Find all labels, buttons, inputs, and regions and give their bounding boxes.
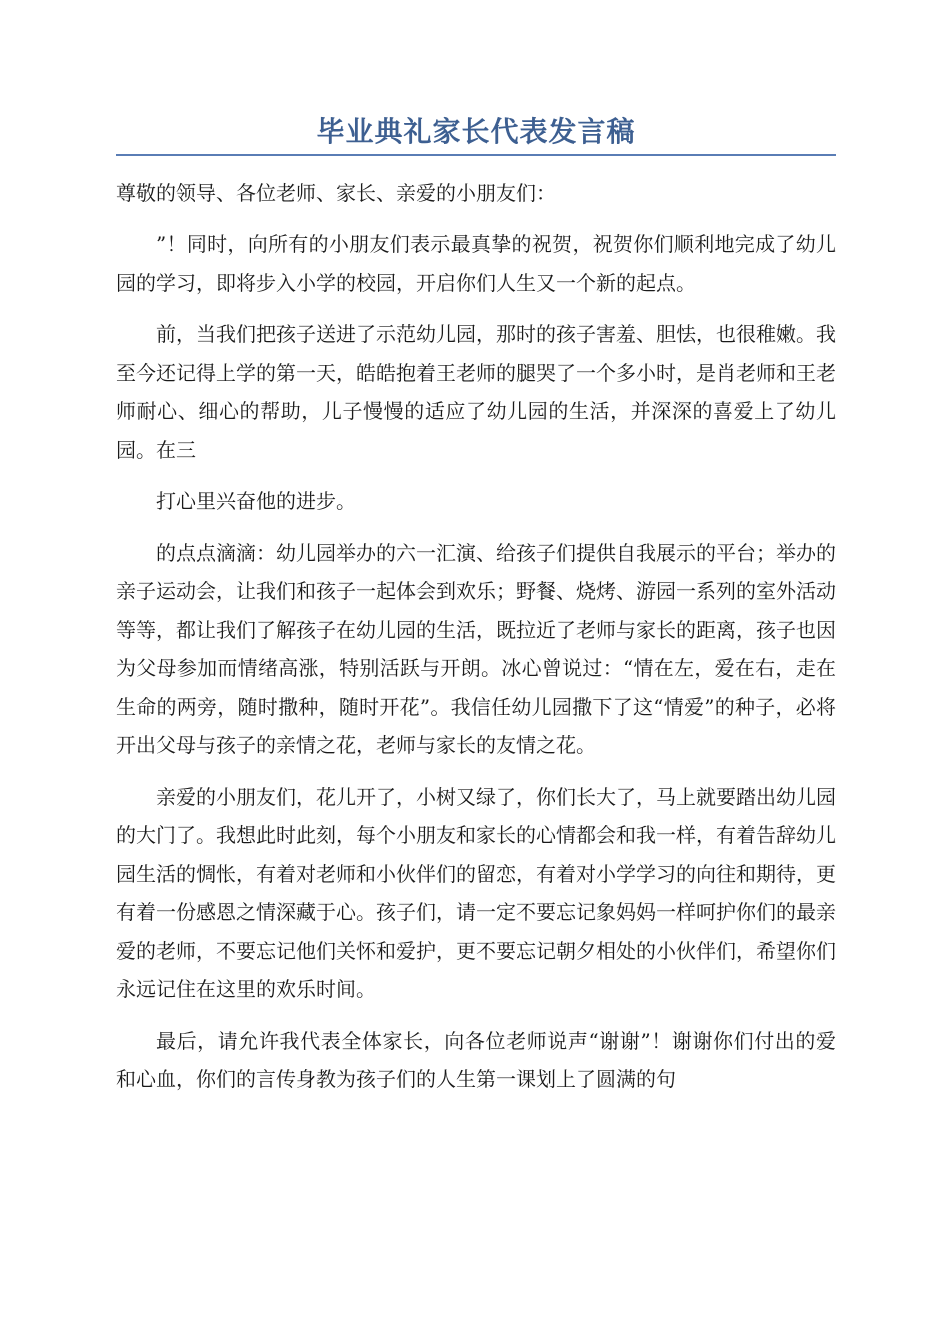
paragraph-5: 亲爱的小朋友们，花儿开了，小树又绿了，你们长大了，马上就要踏出幼儿园的大门了。我想此时此刻，每个小朋友和家长的心情都会和我一样，有着告辞幼儿园生活的惆怅，有着对老师和小伙伴们的留恋，有着对小学学习的向往和期待，更有着一份感恩之情深藏于心。孩子们，请一定不要忘记象妈妈一样呵护你们的最亲爱的老师，不要忘记他们关怀和爱护，更不要忘记朝夕相处的小伙伴们，希望你们永远记住在这里的欢乐时间。: [116, 784, 836, 1001]
paragraph-2: 前，当我们把孩子送进了示范幼儿园，那时的孩子害羞、胆怯，也很稚嫩。我至今还记得上学的第一天，皓皓抱着王老师的腿哭了一个多小时，是肖老师和王老师耐心、细心的帮助，儿子慢慢的适应了幼儿园的生活，并深深的喜爱上了幼儿园。在三: [116, 322, 836, 462]
document-title: 毕业典礼家长代表发言稿: [316, 115, 636, 148]
document-page: [116, 112, 836, 1112]
title-underline: [116, 154, 836, 156]
paragraph-1: ”！同时，向所有的小朋友们表示最真挚的祝贺，祝贺你们顺利地完成了幼儿园的学习，即将步入小学的校园，开启你们人生又一个新的起点。: [116, 232, 836, 295]
salutation: 尊敬的领导、各位老师、家长、亲爱的小朋友们：: [116, 181, 556, 205]
paragraph-4: 的点点滴滴：幼儿园举办的六一汇演、给孩子们提供自我展示的平台；举办的亲子运动会，让我们和孩子一起体会到欢乐；野餐、烧烤、游园一系列的室外活动等等，都让我们了解孩子在幼儿园的生活，既拉近了老师与家长的距离，孩子也因为父母参加而情绪高涨，特别活跃与开朗。冰心曾说过：“情在左，爱在右，走在生命的两旁，随时撒种，随时开花”。我信任幼儿园撒下了这“情爱”的种子，必将开出父母与孩子的亲情之花，老师与家长的友情之花。: [116, 540, 836, 757]
paragraph-3: 打心里兴奋他的进步。: [156, 489, 356, 513]
paragraph-6: 最后，请允许我代表全体家长，向各位老师说声“谢谢”！谢谢你们付出的爱和心血，你们的言传身教为孩子们的人生第一课划上了圆满的句: [116, 1028, 836, 1091]
